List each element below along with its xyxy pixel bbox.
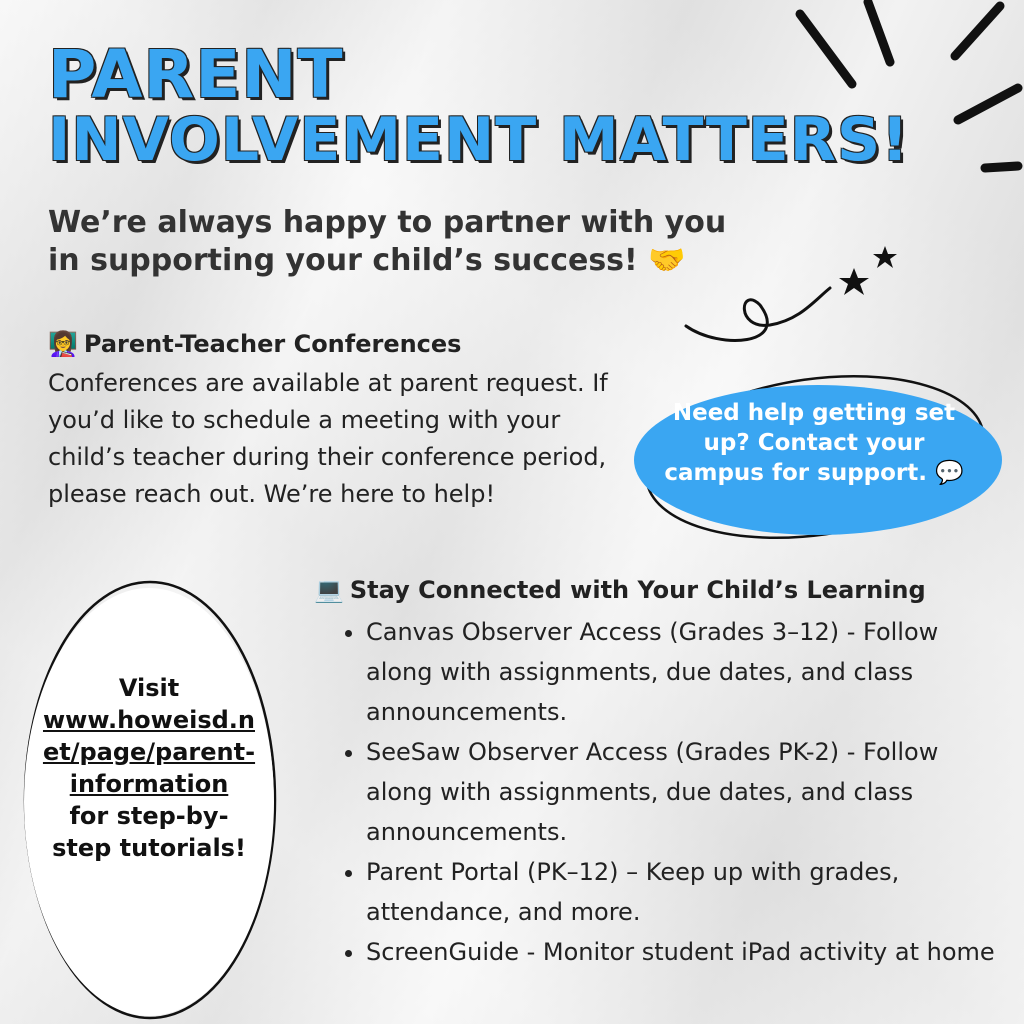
connected-heading-text: Stay Connected with Your Child’s Learning [349, 576, 926, 604]
handshake-icon: 🤝 [648, 243, 686, 278]
help-bubble-text: Need help getting set up? Contact your campus for support. [664, 400, 956, 486]
subtitle-text: We’re always happy to partner with you in supporting your child’s success! [48, 205, 727, 278]
parent-information-link[interactable]: www.howeisd.net/page/parent-information [42, 706, 256, 798]
visit-prefix: Visit [118, 674, 180, 702]
visit-callout [40, 672, 258, 864]
speech-bubble-icon: 💬 [935, 460, 964, 486]
teacher-icon: 👩‍🏫 [48, 330, 78, 358]
list-item: • Parent Portal (PK–12) – Keep up with grades, attendance, and more. [366, 852, 1006, 932]
page-title-line1: PARENT [48, 36, 344, 113]
list-item: • ScreenGuide - Monitor student iPad activity at home [366, 932, 1006, 972]
conferences-body: Conferences are available at parent request. If you’d like to schedule a meeting with your child’s teacher during their conference period, please reach out. We’re here to help! [48, 369, 608, 508]
conferences-heading-text: Parent-Teacher Conferences [83, 330, 462, 358]
subtitle [48, 204, 768, 280]
squiggle-icon [686, 288, 830, 340]
connected-heading [314, 576, 926, 604]
conferences-heading [48, 330, 461, 358]
help-bubble-text-block [664, 398, 964, 488]
list-item: • SeeSaw Observer Access (Grades PK-2) - Follow along with assignments, due dates, and class announcements. [366, 732, 1006, 852]
visit-suffix: for step-by-step tutorials! [52, 802, 246, 862]
page-title-line2: INVOLVEMENT MATTERS! [48, 105, 910, 175]
list-item: • Canvas Observer Access (Grades 3–12) - Follow along with assignments, due dates, and class announcements. [366, 612, 1006, 732]
stars-icon [839, 246, 897, 295]
connected-list [336, 612, 1006, 972]
laptop-icon: 💻 [314, 576, 344, 604]
